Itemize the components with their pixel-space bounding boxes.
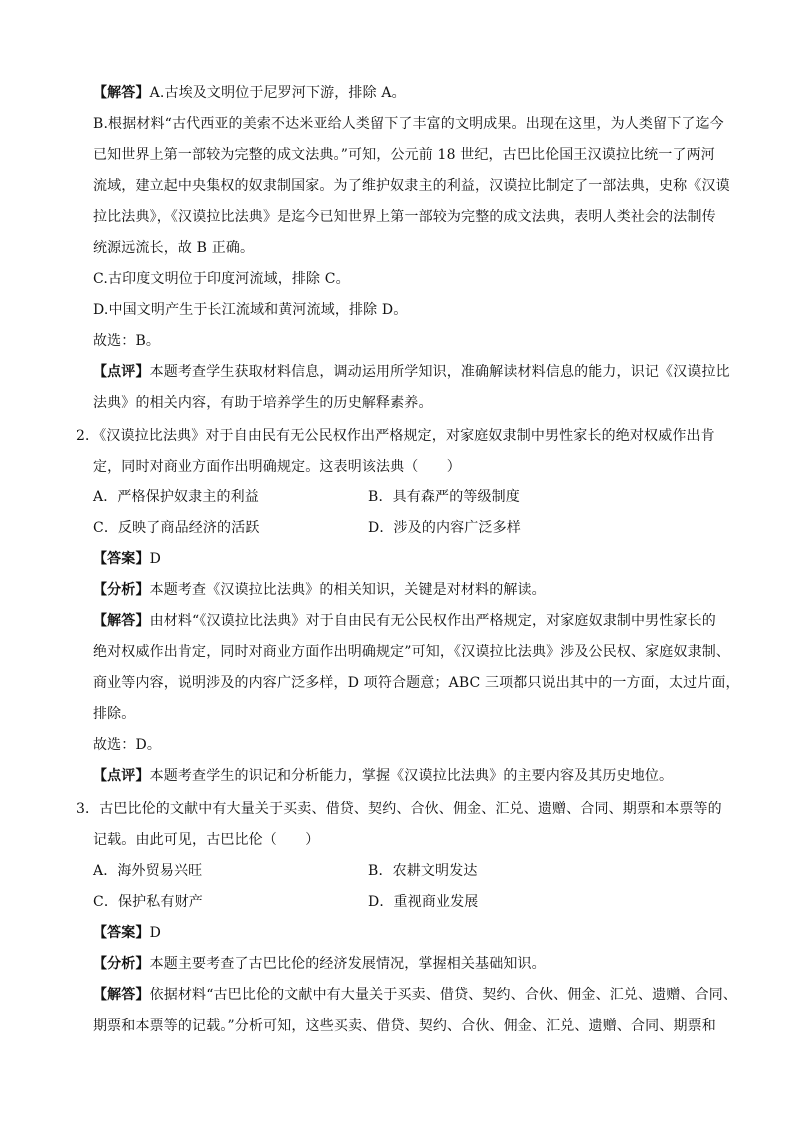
q2-jieda-4: 排除。	[93, 706, 136, 722]
q1-jieda-line-b1: B.根据材料“古代西亚的美索不达米亚给人类留下了丰富的文明成果。出现在这里，为人类留下了迄今	[93, 116, 724, 132]
q3-answer: 【答案】D	[93, 925, 161, 941]
q2-option-d: D．涉及的内容广泛多样	[368, 520, 521, 536]
dianping-tag: 【点评】	[93, 364, 150, 380]
q1-jieda-line-a: 【解答】A.古埃及文明位于尼罗河下游，排除 A。	[93, 85, 406, 101]
q3-stem-2: 记载。由此可见，古巴比伦（ ）	[93, 832, 320, 848]
answer-tag: 【答案】	[93, 551, 150, 567]
q2-stem-2: 定，同时对商业方面作出明确规定。这表明该法典（ ）	[93, 459, 461, 475]
q3-option-a: A．海外贸易兴旺	[93, 863, 203, 879]
q2-jieda-2: 绝对权威作出肯定，同时对商业方面作出明确规定”可知，《汉谟拉比法典》涉及公民权、家庭奴隶制、	[93, 644, 731, 660]
q2-option-b: B．具有森严的等级制度	[368, 489, 520, 505]
q1-jieda-line-b2: 已知世界上第一部较为完整的成文法典。”可知，公元前 18 世纪，古巴比伦国王汉谟拉比统一了两河	[93, 147, 715, 163]
q2-guxuan: 故选：D。	[93, 737, 161, 753]
fenxi-tag: 【分析】	[93, 956, 150, 972]
q2-jieda-1: 【解答】由材料“《汉谟拉比法典》对于自由民有无公民权作出严格规定，对家庭奴隶制中男性家长的	[93, 613, 716, 629]
q2-fenxi: 【分析】本题考查《汉谟拉比法典》的相关知识，关键是对材料的解读。	[93, 582, 546, 598]
q3-jieda-2: 期票和本票等的记载。”分析可知，这些买卖、借贷、契约、合伙、佣金、汇兑、遗赠、合同、期票和	[93, 1018, 716, 1034]
q3-jieda-1: 【解答】依据材料“古巴比伦的文献中有大量关于买卖、借贷、契约、合伙、佣金、汇兑、遗赠、合同、	[93, 987, 738, 1003]
jieda-tag: 【解答】	[93, 613, 150, 629]
q2-dianping: 【点评】本题考查学生的识记和分析能力，掌握《汉谟拉比法典》的主要内容及其历史地位。	[93, 768, 674, 784]
q1-guxuan: 故选：B。	[93, 333, 161, 349]
q2-option-c: C．反映了商品经济的活跃	[93, 520, 260, 536]
answer-tag: 【答案】	[93, 925, 150, 941]
q2-jieda-3: 商业等内容，说明涉及的内容广泛多样，D 项符合题意；ABC 三项都只说出其中的一方面，太过片面，	[93, 675, 740, 691]
q3-fenxi: 【分析】本题主要考查了古巴比伦的经济发展情况，掌握相关基础知识。	[93, 956, 546, 972]
q1-dianping-1: 【点评】本题考查学生获取材料信息，调动运用所学知识，准确解读材料信息的能力，识记《汉谟拉比	[93, 364, 730, 380]
q3-option-b: B．农耕文明发达	[368, 863, 478, 879]
jieda-tag: 【解答】	[93, 85, 150, 101]
q3-option-c: C．保护私有财产	[93, 894, 203, 910]
q2-option-a: A．严格保护奴隶主的利益	[93, 489, 259, 505]
q1-dianping-2: 法典》的相关内容，有助于培养学生的历史解释素养。	[93, 395, 433, 411]
dianping-tag: 【点评】	[93, 768, 150, 784]
q2-stem-1: 2．《汉谟拉比法典》对于自由民有无公民权作出严格规定，对家庭奴隶制中男性家长的绝对权威作出肯	[76, 428, 715, 444]
fenxi-tag: 【分析】	[93, 582, 150, 598]
q1-jieda-line-b3: 流域，建立起中央集权的奴隶制国家。为了维护奴隶主的利益，汉谟拉比制定了一部法典，史称《汉谟	[93, 178, 730, 194]
q3-stem-1: 3．古巴比伦的文献中有大量关于买卖、借贷、契约、合伙、佣金、汇兑、遗赠、合同、期票和本票等的	[76, 801, 722, 817]
q1-jieda-line-c: C.古印度文明位于印度河流域，排除 C。	[93, 271, 350, 287]
q2-answer: 【答案】D	[93, 551, 161, 567]
q1-jieda-line-d: D.中国文明产生于长江流域和黄河流域，排除 D。	[93, 302, 408, 318]
q1-jieda-line-b5: 统源远流长，故 B 正确。	[93, 240, 255, 256]
q3-option-d: D．重视商业发展	[368, 894, 479, 910]
jieda-tag: 【解答】	[93, 987, 150, 1003]
q1-jieda-line-b4: 拉比法典》，《汉谟拉比法典》是迄今已知世界上第一部较为完整的成文法典，表明人类社会的法制传	[93, 209, 716, 225]
